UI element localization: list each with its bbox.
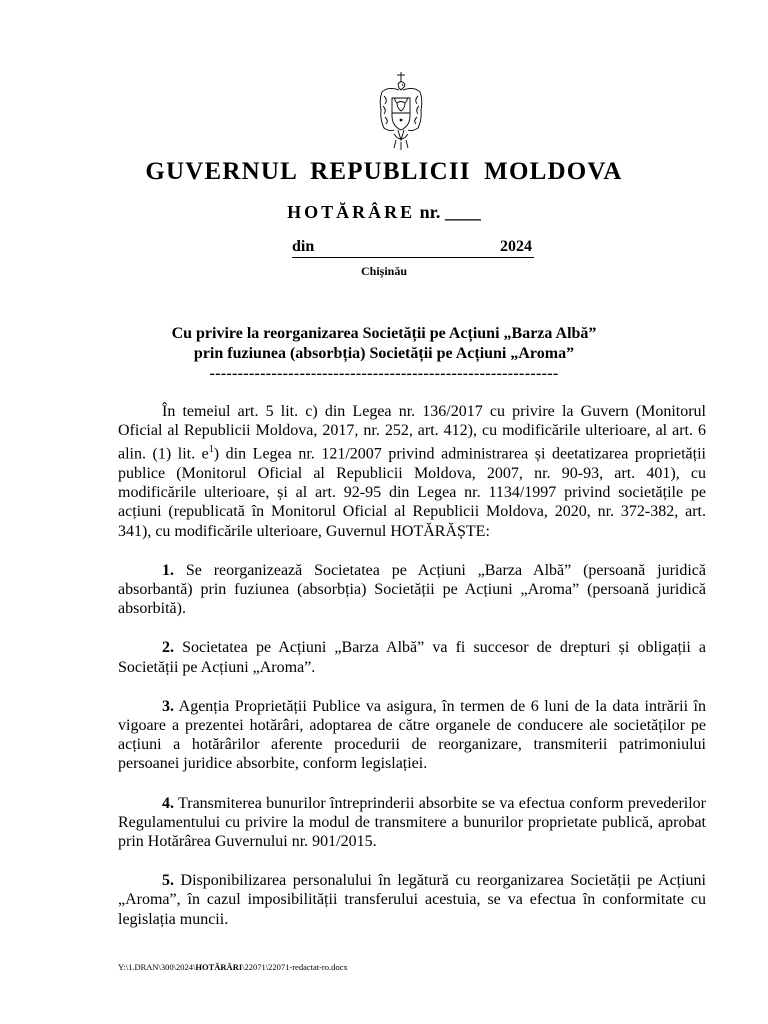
preamble-paragraph — [118, 402, 706, 541]
file-path-footer — [118, 962, 348, 972]
article-number: 2. — [162, 639, 174, 657]
subject-line-2: prin fuziunea (absorbția) Societății pe Acțiuni „Aroma” — [193, 345, 575, 362]
city-label: Chișinău — [360, 264, 408, 278]
file-path-part-2: \22071\22071-redactat-ro.docx — [242, 962, 348, 972]
article-4 — [118, 794, 706, 852]
date-prefix: din — [292, 238, 315, 255]
article-number: 5. — [162, 872, 174, 890]
article-2 — [118, 638, 706, 676]
government-title: GUVERNUL REPUBLICII MOLDOVA — [145, 158, 623, 185]
subject-line-1: Cu privire la reorganizarea Societății pe Acțiuni „Barza Albă” — [171, 325, 597, 342]
date-line — [292, 238, 534, 258]
article-1 — [118, 561, 706, 619]
article-text: Transmiterea bunurilor întreprinderii absorbite se va efectua conform prevederilor Regulamentului cu privire la modul de transmitere a bunurilor proprietate publică, aprobat prin Hotărârea Guvernului nr. 901/2015. — [118, 794, 706, 850]
subject-heading — [0, 324, 768, 384]
article-text: Disponibilizarea personalului în legătură cu reorganizarea Societății pe Acțiuni „Aroma”, în cazul imposibilității transferului acestuia, se va efectua în conformitate cu legislația muncii. — [118, 872, 706, 928]
article-number: 4. — [162, 794, 174, 812]
article-3 — [118, 697, 706, 774]
decision-word: HOTĂRÂRE — [287, 202, 416, 222]
document-body — [118, 402, 706, 949]
article-number: 3. — [162, 697, 174, 715]
separator-dashes: -------------------------------------------------------------- — [209, 365, 559, 382]
preamble-text-2: ) din Legea nr. 121/2007 privind administrarea și deetatizarea proprietății publice (Monitorul Oficial al Republicii Moldova, 2007, nr. 90-93, art. 401), cu modificările ulterioare, și al art. 92-95 din Legea nr. 1134/1997 privind societățile pe acțiuni (republicată în Monitorul Oficial al Republicii Moldova, 2020, nr. 372-382, art. 341), cu modificările ulterioare, Guvernul HOTĂRĂȘTE: — [118, 445, 706, 540]
preamble-superscript: 1 — [208, 444, 214, 456]
date-year: 2024 — [500, 238, 532, 255]
decision-heading — [0, 202, 768, 223]
article-text: Societatea pe Acțiuni „Barza Albă” va fi succesor de drepturi și obligații a Societății pe Acțiuni „Aroma”. — [118, 639, 706, 676]
moldova-coat-of-arms-icon — [376, 70, 426, 152]
article-text: Agenția Proprietății Publice va asigura, în termen de 6 luni de la data intrării în vigoare a prezentei hotărâri, adoptarea de către organele de conducere ale societăților pe acțiuni a hotărârilor aferente procedurii de reorganizare, transmiterii patrimoniului persoanei juridice absorbite, conform legislației. — [118, 697, 706, 773]
file-path-part-1: Y:\1.DRAN\300\2024\ — [118, 962, 196, 972]
decision-number: nr. ____ — [419, 202, 481, 222]
preamble-text-1: În temeiul art. 5 lit. c) din Legea nr. 136/2017 cu privire la Guvern (Monitorul Oficial al Republicii Moldova, 2017, nr. 252, art. 412), cu modificările ulterioare, al art. 6 alin. (1) lit. e — [118, 403, 706, 463]
file-path-bold: HOTĂRÂRI — [195, 962, 243, 972]
article-5 — [118, 871, 706, 929]
article-number: 1. — [162, 561, 174, 579]
article-text: Se reorganizează Societatea pe Acțiuni „Barza Albă” (persoană juridică absorbantă) prin fuziunea (absorbția) Societății pe Acțiuni „Aroma” (persoană juridică absorbită). — [118, 561, 706, 618]
